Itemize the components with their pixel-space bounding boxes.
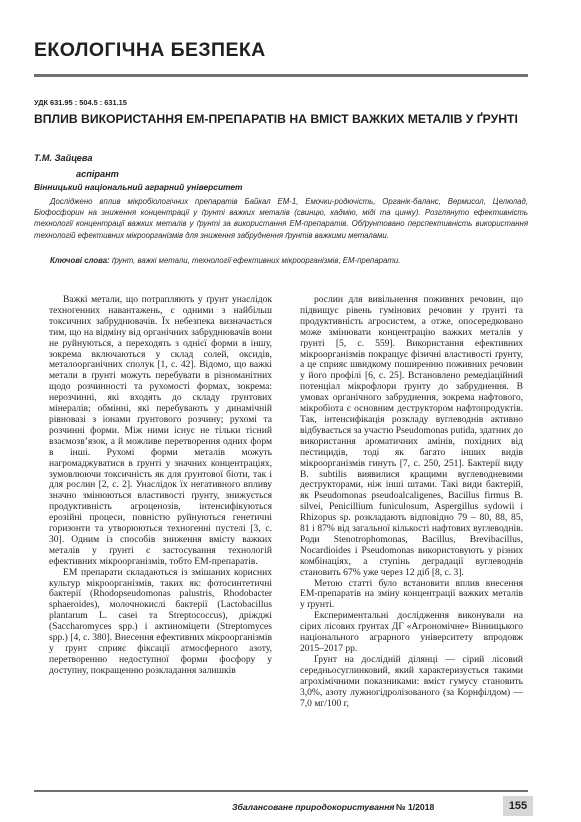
author-affiliation: Вінницький національний аграрний університет — [34, 182, 243, 192]
body-column-left — [49, 295, 272, 677]
header-rule — [34, 74, 528, 77]
body-paragraph: Важкі метали, що потрапляють у ґрунт унаслідок техногенних навантажень, є одними з найбільш токсичних забруднювачів. Їх небезпека визначається тим, що на відміну від органічних забруднювачів вони не руйнуються, а переходять з однієї форми в іншу, зокрема включаються у склад солей, оксидів, металоорганічних сполук [1, с. 42]. Відомо, що важкі метали в ґрунті можуть перебувати в різноманітних щодо розчинності та рухомості формах, зокрема: нерозчинні, які входять до складу ґрунтових мінералів; обмінні, які перебувають у динамічній рівновазі з іонами ґрунтового розчину; рухомі та розчинні форми. Між ними існує не тільки тісний взаємозв’язок, а й можливе перетворення одних форм в інші. Рухомі форми металів можуть нагромаджуватися в ґрунті у значних концентраціях, зумовлюючи токсичність як для ґрунтової біоти, так і для рослин [2, с. 2]. Унаслідок їх негативного впливу значно змінюються властивості ґрунту, знижується продуктивність агроценозів, інтенсифікуються ерозійні процеси, повністю руйнуються генетичні горизонти та утворюються техногенні пустелі [3, с. 30]. Одним із способів зниження вмісту важких металів у ґрунті є застосування технологій ефективних мікроорганізмів, тобто ЕМ-препаратів. — [49, 294, 272, 567]
section-title: ЕКОЛОГІЧНА БЕЗПЕКА — [34, 39, 266, 61]
keywords — [34, 255, 528, 266]
body-paragraph: Ґрунт на дослідній ділянці — сірий лісовий середньосуглинковий, який характеризується такими агрохімічними показниками: вміст гумусу становить 3,0%, азоту лужногідролізованого (за Корнфілдом) — 7,0 мг/100 г, — [300, 653, 523, 709]
article-title: ВПЛИВ ВИКОРИСТАННЯ ЕМ-ПРЕПАРАТІВ НА ВМІСТ ВАЖКИХ МЕТАЛІВ У ҐРУНТІ — [34, 112, 518, 126]
page-number: 155 — [503, 796, 533, 816]
body-paragraph: рослин для вивільнення поживних речовин, що підвищує рівень гумінових речовин у ґрунті та продуктивність агросистем, а отже, опосередковано може змінювати концентрацію важких металів у ґрунті [5, с. 559]. Використання ефективних мікроорганізмів покращує фізичні властивості ґрунту, а це сприяє швидкому поширенню поживних речовин у його профілі [6, с. 25]. Встановлено ремедіаційний потенціал мікрофлори ґрунту до забруднення. В умовах органічного забруднення, зокрема нафтового, мікробіота є основним деструктором нафтопродуктів. Так, інтенсифікація розкладу вуглеводнів активно відбувається за участю Pseudomonas putida, здатних до використання ароматичних амінів, похідних від пестицидів, тоді як багато інших видів мікроорганізмів гинуть [7, с. 250, 251]. Бактерії виду B. subtilis виявилися кращими вуглеводневими деструкторами, ніж інші штами. Такі види бактерій, як Pseudomonas pseudoalcaligenes, Bacillus firmus B. silvei, Penicillium funiculosum, Aspergillus sydowii і Rhizopus sp. розкладають відповідно 79 – 80, 88, 85, 81 і 87% від загальної кількості нафтових вуглеводнів. Роди Stenotrophomonas, Bacillus, Brevibacillus, Nocardioides і Pseudomonas використовують у різних комбінаціях, а ступінь деградації вуглеводнів становить 67% уже через 12 діб [8, с. 3]. — [300, 294, 523, 578]
body-paragraph: Метою статті було встановити вплив внесення ЕМ-препаратів на зміну концентрації важких металів у ґрунті. — [300, 577, 523, 611]
author-role: аспірант — [76, 169, 119, 179]
abstract: Досліджено вплив мікробіологічних препаратів Байкал ЕМ-1, Емочки-родючість, Органік-баланс, Вермисол, Целюлад, Біофосфорин на зниження концентрації у ґрунті важких металів (свинцю, кадмію, міді та цинку). Розглянуто ефективність технології концентрації важких металів у ґрунті за використання ЕМ-препаратів. Обґрунтовано перспективність використання технологій ефективних мікроорганізмів для зниження забруднення ґрунтів важкими металами. — [34, 197, 528, 240]
issue-number: № 1/2018 — [396, 802, 435, 812]
body-paragraph: ЕМ препарати складаються із змішаних корисних культур мікроорганізмів, таких як: фотосинтетичні бактерії (Rhodopseudomonas palustris, Rhodobacter sphaeroides), молочнокислі бактерії (Lactobacillus plantarum L. casei та Streptococcus), дріжджі (Saccharomyces spp.) і актиноміцети (Streptomyces spp.) [4, с. 380]. Внесення ефективних мікроорганізмів у ґрунт сприяє фіксації атмосферного азоту, перетворенню недоступної форми фосфору у доступну, покращенню розкладання залишків — [49, 566, 272, 676]
author-name: Т.М. Зайцева — [34, 153, 93, 163]
journal-name: Збалансоване природокористування — [232, 802, 395, 812]
body-column-right — [300, 295, 523, 709]
footer-rule — [34, 790, 528, 792]
udk-code: УДК 631.95 : 504.5 : 631.15 — [34, 98, 127, 107]
keywords-text: ґрунт, важкі метали, технології ефективних мікроорганізмів, ЕМ-препарати. — [111, 256, 401, 265]
keywords-label: Ключові слова: — [50, 256, 110, 265]
body-paragraph: Експериментальні дослідження виконували на сірих лісових ґрунтах ДГ «Агрономічне» Вінницького національного аграрного університету впродовж 2015–2017 рр. — [300, 610, 523, 654]
